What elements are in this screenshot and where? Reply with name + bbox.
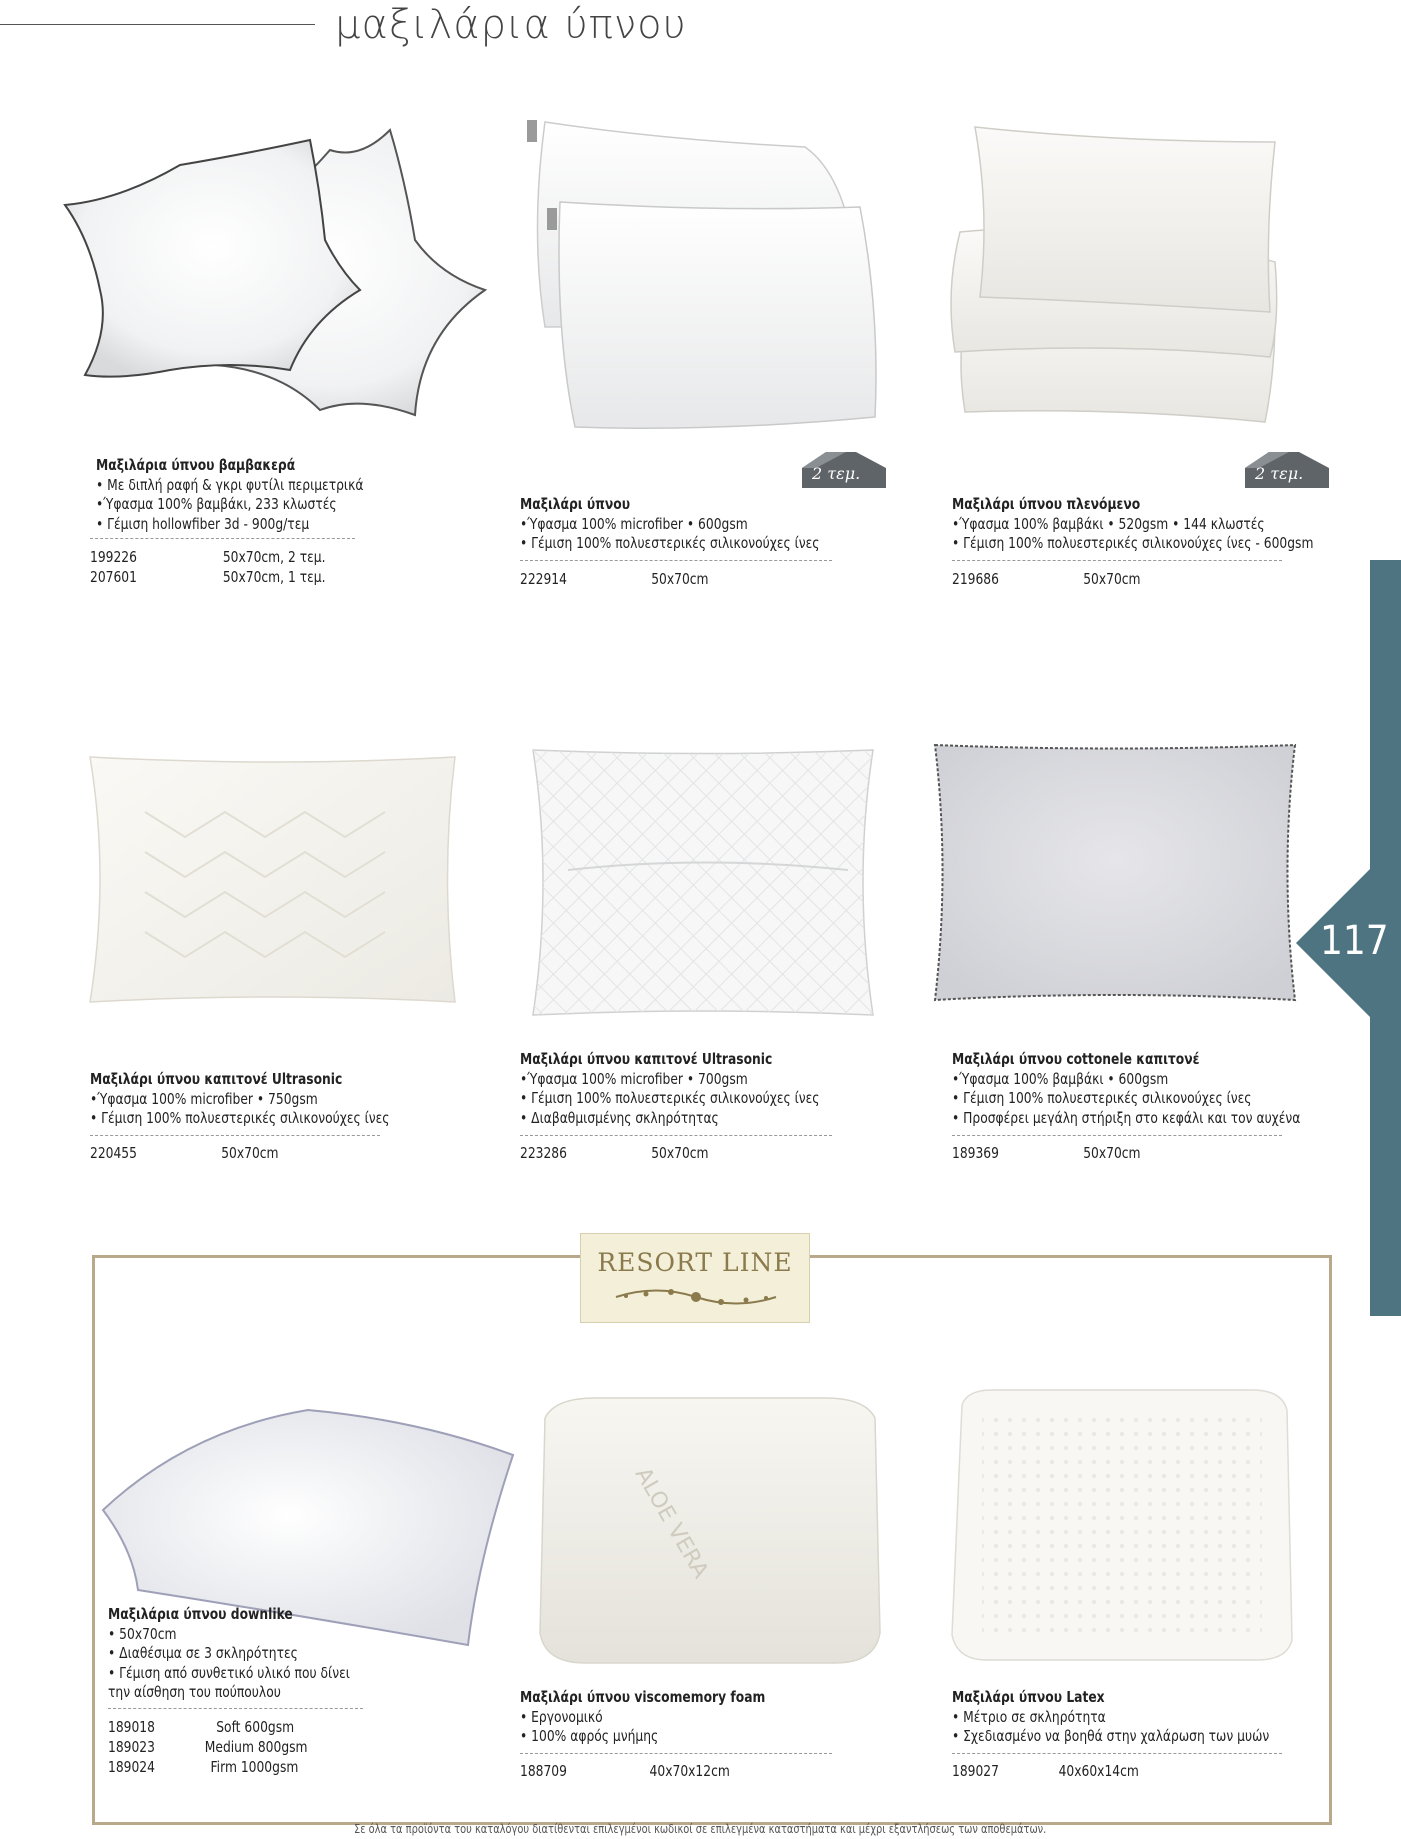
product-spec: Firm 1000gsm [210,1758,299,1776]
floral-ornament-icon [611,1282,781,1312]
product-title: Μαξιλάρια ύπνου downlike [108,1605,293,1623]
product-title: Μαξιλάρι ύπνου καπιτονέ Ultrasonic [520,1050,773,1068]
product-description [520,1050,820,1128]
product-feature: •Ύφασμα 100% βαμβάκι, 233 κλωστές [96,495,337,513]
product-code: 189027 [952,1762,999,1780]
product-feature: • Γέμιση από συνθετικό υλικό που δίνει [108,1663,350,1682]
product-code: 188709 [520,1762,567,1780]
product-spec: 50x70cm [221,1144,279,1162]
product-spec: 50x70cm [1083,570,1141,588]
product-feature: •Ύφασμα 100% microfiber • 750gsm [90,1089,318,1108]
badge-label: 2 τεμ. [812,464,861,483]
dotted-divider [520,560,832,561]
product-spec: 50x70cm [651,570,709,588]
quantity-badge [802,452,882,486]
product-title: Μαξιλάρια ύπνου βαμβακερά [96,456,296,474]
product-feature: • 50x70cm [108,1624,177,1643]
product-feature: • Γέμιση hollowfiber 3d - 900g/τεμ [96,514,310,533]
product-spec: 50x70cm [651,1144,709,1162]
product-title: Μαξιλάρι ύπνου πλενόμενο [952,495,1141,513]
product-feature: την αίσθηση του πούπουλου [108,1683,281,1701]
resort-line-logo-text: RESORT LINE [597,1248,793,1277]
product-description [90,1070,390,1129]
product-code: 207601 [90,568,137,586]
product-feature: •Ύφασμα 100% microfiber • 600gsm [520,514,748,533]
product-title: Μαξιλάρι ύπνου cottonele καπιτονέ [952,1050,1200,1068]
product-image-viscomemory-pillow [535,1393,885,1668]
header-rule [0,24,315,25]
badge-label: 2 τεμ. [1255,464,1304,483]
product-title: Μαξιλάρι ύπνου Latex [952,1688,1105,1706]
product-title: Μαξιλάρι ύπνου [520,495,631,513]
product-feature: • 100% αφρός μνήμης [520,1727,659,1745]
product-description [952,495,1313,554]
product-spec: 40x70x12cm [649,1762,730,1780]
product-feature: • Γέμιση 100% πολυεστερικές σιλικονούχες ίνες [520,534,820,552]
product-spec: 50x70cm, 1 τεμ. [222,568,326,586]
product-title: Μαξιλάρι ύπνου viscomemory foam [520,1688,766,1706]
product-feature: •Ύφασμα 100% microfiber • 700gsm [520,1069,748,1088]
product-code: 199226 [90,548,137,566]
product-feature: • Με διπλή ραφή & γκρι φυτίλι περιμετρικά [96,475,364,494]
product-description [108,1605,350,1703]
product-code: 189018 [108,1718,155,1736]
product-description [520,1688,765,1747]
product-image-label: ALOE VERA [629,1463,714,1583]
product-code: 189023 [108,1738,155,1756]
product-image-washable-pillows [945,122,1285,422]
page-title: μαξιλάρια ύπνου [335,2,687,48]
product-image-microfiber-pillows [515,112,885,432]
product-code: 220455 [90,1144,137,1162]
resort-line-logo [580,1233,810,1323]
product-feature: •Ύφασμα 100% βαμβάκι • 520gsm • 144 κλωστές [952,514,1265,533]
product-code: 189369 [952,1144,999,1162]
product-spec: 50x70cm, 2 τεμ. [222,548,326,566]
product-feature: • Εργονομικό [520,1707,603,1726]
product-spec: 40x60x14cm [1058,1762,1139,1780]
dotted-divider [90,538,355,539]
product-feature: • Προσφέρει μεγάλη στήριξη στο κεφάλι και τον αυχένα [952,1108,1301,1127]
dotted-divider [952,1753,1282,1754]
dotted-divider [520,1135,832,1136]
product-feature: • Γέμιση 100% πολυεστερικές σιλικονούχες ίνες [952,1089,1252,1107]
product-spec: Medium 800gsm [204,1738,308,1756]
product-feature: • Μέτριο σε σκληρότητα [952,1707,1106,1726]
product-description [952,1688,1269,1747]
product-description [952,1050,1300,1128]
dotted-divider [108,1708,363,1709]
product-description [520,495,820,554]
product-description [96,456,363,534]
product-feature: •Ύφασμα 100% βαμβάκι • 600gsm [952,1069,1169,1088]
product-image-cotton-pillows [60,120,490,420]
product-image-ultrasonic-pillow [528,745,878,1020]
product-code: 222914 [520,570,567,588]
product-spec: Soft 600gsm [216,1718,295,1736]
page-number: 117 [1320,918,1389,964]
quantity-badge [1245,452,1325,486]
product-feature: • Διαθέσιμα σε 3 σκληρότητες [108,1644,298,1662]
product-feature: • Γέμιση 100% πολυεστερικές σιλικονούχες ίνες [90,1109,390,1127]
product-image-latex-pillow [947,1385,1297,1665]
product-feature: • Γέμιση 100% πολυεστερικές σιλικονούχες ίνες - 600gsm [952,534,1314,552]
footnote [0,1822,1401,1836]
product-spec: 50x70cm [1083,1144,1141,1162]
dotted-divider [90,1135,380,1136]
product-code: 223286 [520,1144,567,1162]
product-feature: • Γέμιση 100% πολυεστερικές σιλικονούχες ίνες [520,1089,820,1107]
dotted-divider [952,1135,1282,1136]
dotted-divider [520,1753,832,1754]
product-code: 189024 [108,1758,155,1776]
product-feature: • Διαβαθμισμένης σκληρότητας [520,1108,719,1127]
product-image-quilted-pillow [85,752,460,1007]
product-title: Μαξιλάρι ύπνου καπιτονέ Ultrasonic [90,1070,343,1088]
product-feature: • Σχεδιασμένο να βοηθά στην χαλάρωση των μυών [952,1727,1270,1745]
dotted-divider [952,560,1282,561]
footnote-text: Σε όλα τα προϊόντα του καταλόγου διατίθενται επιλεγμένοι κωδικοί σε επιλεγμένα καταστήματα και μέχρι εξαντλήσεως των αποθεμάτων. [354,1822,1047,1836]
product-image-cottonele-pillow [930,740,1300,1005]
product-code: 219686 [952,570,999,588]
